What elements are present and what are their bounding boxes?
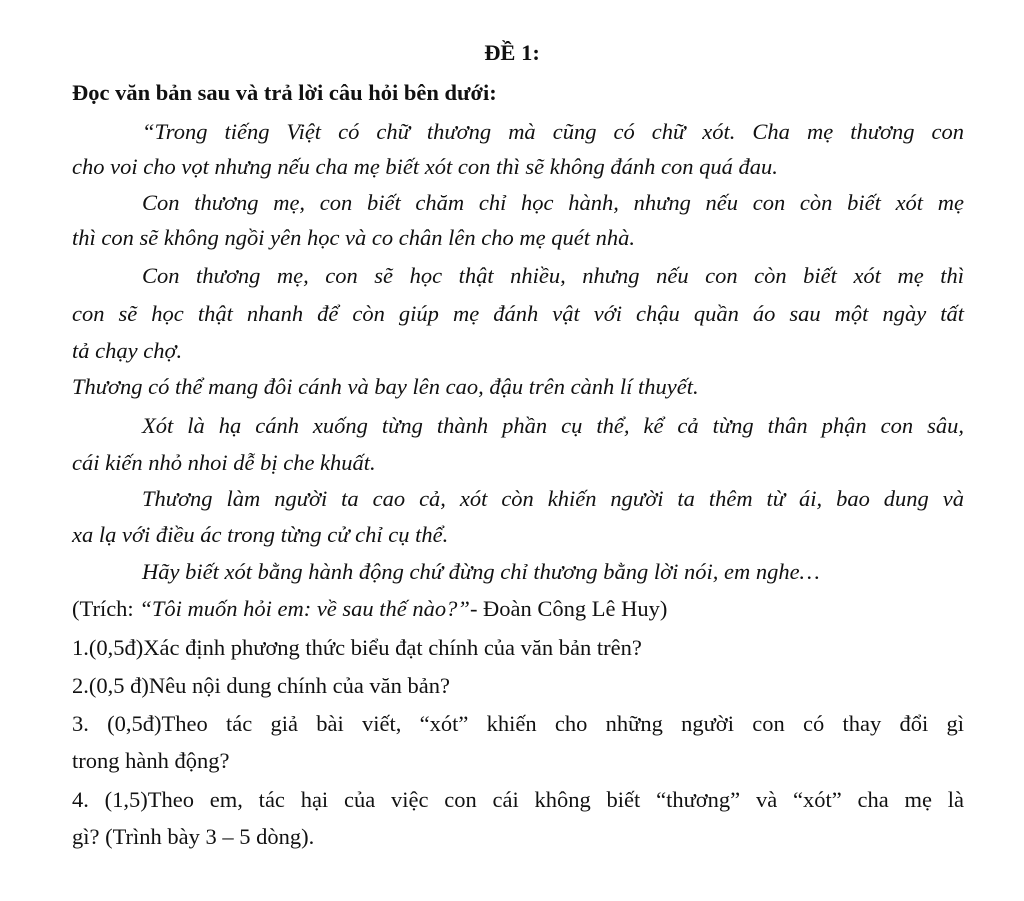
question-3-cont: trong hành động?: [72, 748, 230, 773]
question-4: 4. (1,5)Theo em, tác hại của việc con cái không biết “thương” và “xót” cha mẹ là: [72, 787, 964, 812]
passage-line: cái kiến nhỏ nhoi dễ bị che khuất.: [72, 450, 376, 475]
question-3: 3. (0,5đ)Theo tác giả bài viết, “xót” khiến cho những người con có thay đổi gì: [72, 711, 964, 736]
source-prefix: (Trích:: [72, 596, 140, 621]
source-citation: [72, 594, 964, 624]
passage-line: thì con sẽ không ngồi yên học và co chân lên cho mẹ quét nhà.: [72, 225, 635, 250]
passage-line: cho voi cho vọt nhưng nếu cha mẹ biết xót con thì sẽ không đánh con quá đau.: [72, 154, 778, 179]
passage-line: Xót là hạ cánh xuống từng thành phần cụ thể, kể cả từng thân phận con sâu,: [142, 413, 964, 438]
passage-line: Thương làm người ta cao cả, xót còn khiến người ta thêm từ ái, bao dung và: [142, 486, 964, 511]
passage-line: Thương có thể mang đôi cánh và bay lên cao, đậu trên cành lí thuyết.: [72, 374, 699, 399]
instruction: Đọc văn bản sau và trả lời câu hỏi bên dưới:: [72, 80, 497, 105]
passage-line: Con thương mẹ, con sẽ học thật nhiều, nhưng nếu con còn biết xót mẹ thì: [142, 263, 964, 288]
passage-line: Con thương mẹ, con biết chăm chỉ học hành, nhưng nếu con còn biết xót mẹ: [142, 190, 964, 215]
passage-line: xa lạ với điều ác trong từng cử chỉ cụ thể.: [72, 522, 449, 547]
exam-title: ĐỀ 1:: [484, 40, 540, 65]
question-1: 1.(0,5đ)Xác định phương thức biểu đạt chính của văn bản trên?: [72, 635, 642, 660]
question-2: 2.(0,5 đ)Nêu nội dung chính của văn bản?: [72, 673, 451, 698]
passage-line: Hãy biết xót bằng hành động chứ đừng chỉ thương bằng lời nói, em nghe…: [142, 559, 820, 584]
passage-line: tả chạy chợ.: [72, 338, 183, 363]
question-4-cont: gì? (Trình bày 3 – 5 dòng).: [72, 824, 315, 849]
source-author: - Đoàn Công Lê Huy): [469, 596, 668, 621]
passage-line: “Trong tiếng Việt có chữ thương mà cũng có chữ xót. Cha mẹ thương con: [142, 119, 964, 144]
passage-line: con sẽ học thật nhanh để còn giúp mẹ đánh vật với chậu quần áo sau một ngày tất: [72, 301, 964, 326]
source-work: “Tôi muốn hỏi em: về sau thế nào?”: [139, 596, 470, 621]
